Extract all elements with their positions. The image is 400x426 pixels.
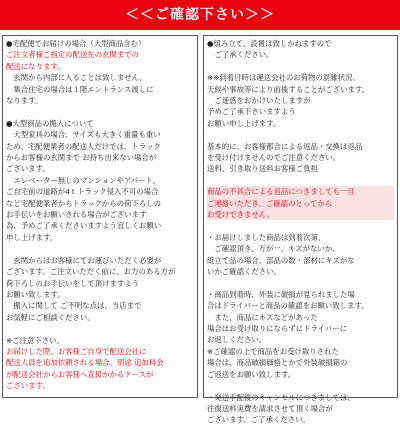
- delivery-warning: ご注文者様ご指定の配送先の玄関までの 配送になります。: [6, 50, 140, 71]
- delivery-title: ●宅配便でお届けの場合（大型商品含む）: [6, 39, 146, 48]
- large-items-body: 大型家具の場合、サイズも大きく重量も重い ため、宅配便業者の配送人だけでは、トラック からお客様の玄関まで お持ち出来ない場合が ございます。 エレベーター無しのマンションやアパート、 ご自宅前の道路が4ｔトラック侵入不可の場合 など宅配便業者からトラックからの荷下ろしの お手伝いをお願いされる場合がございます 為、予めご了承くださいますよう宜しくお願い 申し上げます。: [6, 130, 162, 242]
- spacer: [207, 277, 394, 288]
- spacer: [207, 380, 394, 391]
- spacer: [207, 129, 394, 140]
- damage-note: ・商品到着時、外装に破損が見られました場 合はドライバーと商品の確認をお願い致します。 また、商品にキズなどがあった 場合はお受け取りにならずにドライバーに お返しください。 ※ご確認の上で商品をお受け取りされた 場合は、商品破損価格とかで外装破損箱の ご返送をお願い致します。: [207, 289, 369, 379]
- header-banner: ＜＜ご確認下さい＞＞: [0, 0, 400, 30]
- cancel-note: ・発送手配後のキャンセルにつきましては、 往復送料実費を請求させて頂く場合が ございます。ご了承ください。: [207, 392, 355, 425]
- returns-note: 基本的に、お客様都合による返品・交換は返品 を受け付けませんのでご注意ください。 送料、引き取り送料お客様ご負担: [207, 141, 363, 174]
- delivery-delay-note: ※※到着日時は運送会社のお荷物の混雑状況、 天候や事故等により前後することがございます。 ご迷惑をおかけいたしますが 予めご了承下さいますよう お願い申し上げます。: [207, 73, 370, 128]
- notice-warning: お届けした際、お客様ご自身で配送会社に 配送人員を追加依頼される場合、別途 追加料金 が配送会社からお客様へ直接かかるケースが ございます。: [6, 346, 164, 391]
- spacer: [207, 175, 394, 186]
- large-items-title: ●大型商品の搬入について: [6, 118, 94, 128]
- returns-warning: 商品の不具合による返品につきましても一旦 ご連絡いただき、ご確認のとってから お受けできません。: [207, 186, 394, 220]
- spacer: [6, 323, 194, 334]
- inspection-note: ・お届けしました商品は到着次第、 ご確認頂き、万が一、キズがないか、 組立て品の場合、部品の数・部材にキズがな いかご確認ください。: [207, 232, 355, 277]
- assembly-note: ●組み立て、設置は致しかねますので ご了承ください。: [207, 39, 332, 60]
- right-column: [203, 35, 398, 425]
- left-column: [2, 35, 198, 398]
- entrance-body: 玄関からはお客様にてお運びいただく必要が ございます。ご注文いただく前に、お力のある方が 荷下ろしのお手伝いをして頂けますよう お願い致します。 搬入に関して ご不明な点は、当店まで お気軽にご相談ください。: [6, 255, 176, 322]
- notice-title: ※ご注意下さい。: [6, 335, 64, 345]
- spacer: [207, 61, 394, 72]
- spacer: [6, 243, 194, 254]
- delivery-body: 玄関から内部に入ることは致しません。 集合住宅の場合は１階エントランス渡しに なります。: [6, 73, 154, 106]
- spacer: [6, 106, 194, 117]
- spacer: [207, 220, 394, 231]
